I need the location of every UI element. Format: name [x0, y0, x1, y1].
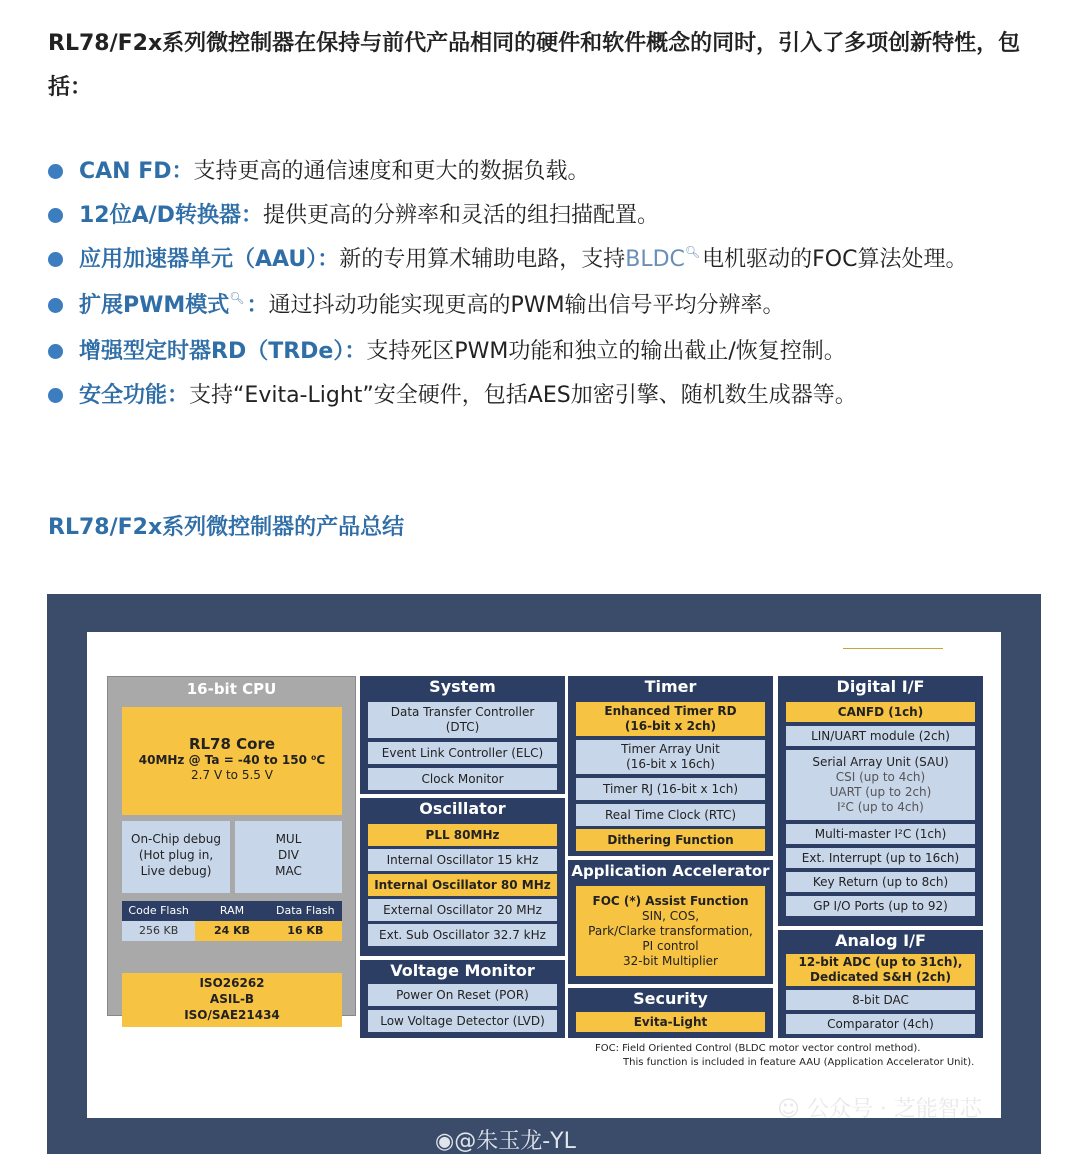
panel-title: Voltage Monitor	[390, 961, 535, 980]
foc-line: Park/Clarke transformation,	[588, 923, 753, 938]
footnote: FOC: Field Oriented Control (BLDC motor vector control method).	[595, 1043, 921, 1054]
debug-block	[122, 821, 230, 893]
panel-item: Low Voltage Detector (LVD)	[368, 1010, 557, 1032]
sau-line: CSI (up to 4ch)	[835, 770, 926, 784]
oscillator-panel	[360, 798, 565, 956]
table-header: Data Flash	[269, 901, 342, 921]
sau-title: Serial Array Unit (SAU)	[812, 755, 949, 769]
voltage-monitor-panel	[360, 960, 565, 1038]
foc-title: FOC (*) Assist Function	[592, 893, 749, 908]
weibo-watermark	[435, 1124, 576, 1155]
list-item	[48, 194, 1048, 238]
feature-text: 支持“Evita-Light”安全硬件，包括AES加密引擎、随机数生成器等。	[189, 383, 857, 408]
security-panel	[568, 988, 773, 1038]
panel-item: Comparator (4ch)	[786, 1014, 975, 1034]
table-header: RAM	[195, 901, 268, 921]
core-voltage: 2.7 V to 5.5 V	[191, 768, 273, 782]
panel-item: Data Transfer Controller (DTC)	[368, 702, 557, 738]
block-diagram	[87, 632, 1001, 1122]
feature-text: 提供更高的分辨率和灵活的组扫描配置。	[262, 203, 659, 228]
system-panel	[360, 676, 565, 794]
panel-item: Internal Oscillator 80 MHz	[368, 874, 557, 896]
panel-title: Security	[633, 989, 708, 1008]
foc-line: SIN, COS,	[641, 908, 700, 923]
foc-block	[576, 886, 765, 976]
analog-if-panel	[778, 930, 983, 1038]
panel-item: CANFD (1ch)	[786, 702, 975, 722]
panel-item: Clock Monitor	[368, 768, 557, 790]
panel-item: External Oscillator 20 MHz	[368, 899, 557, 921]
panel-item: Key Return (up to 8ch)	[786, 872, 975, 892]
feature-text: 新的专用算术辅助电路，支持	[339, 247, 626, 272]
bullet-dot-icon	[48, 298, 63, 313]
debug-line: On-Chip debug	[131, 832, 221, 846]
cpu-block	[107, 676, 356, 1022]
feature-list	[48, 150, 1048, 418]
bullet-dot-icon	[48, 208, 63, 223]
feature-term: 应用加速器单元（AAU）：	[79, 247, 340, 272]
debug-line: Live debug)	[140, 864, 212, 878]
panel-item: Ext. Sub Oscillator 32.7 kHz	[368, 924, 557, 946]
panel-item: Timer Array Unit (16-bit x 16ch)	[576, 740, 765, 774]
section-title: RL78/F2x系列微控制器的产品总结	[48, 515, 405, 540]
bullet-dot-icon	[48, 252, 63, 267]
safety-standards	[122, 973, 342, 1027]
bullet-dot-icon	[48, 388, 63, 403]
footnote: This function is included in feature AAU (Application Accelerator Unit).	[623, 1057, 975, 1068]
table-cell: 16 KB	[269, 921, 342, 941]
panel-item: Power On Reset (POR)	[368, 984, 557, 1006]
list-item	[48, 238, 1048, 284]
divider	[843, 648, 943, 649]
iso-line: ASIL-B	[209, 992, 255, 1006]
accelerator-panel	[568, 860, 773, 984]
list-item	[48, 330, 1048, 374]
feature-term: 12位A/D转换器：	[79, 203, 263, 228]
panel-item: Ext. Interrupt (up to 16ch)	[786, 848, 975, 868]
feature-text: 支持死区PWM功能和独立的输出截止/恢复控制。	[366, 339, 846, 364]
product-summary-figure	[47, 594, 1041, 1154]
panel-item: Real Time Clock (RTC)	[576, 804, 765, 826]
wechat-watermark	[777, 1092, 982, 1123]
watermark-text: 公众号 · 芝能智芯	[806, 1097, 982, 1122]
panel-item: Evita-Light	[576, 1012, 765, 1032]
feature-term: CAN FD：	[79, 159, 194, 184]
weibo-icon: ◉	[435, 1129, 455, 1154]
core-block	[122, 707, 342, 815]
table-cell: 256 KB	[122, 921, 195, 941]
watermark-text: @朱玉龙-YL	[454, 1129, 576, 1154]
wechat-icon: ☺	[777, 1097, 800, 1122]
foc-line: PI control	[642, 938, 699, 953]
panel-item: 8-bit DAC	[786, 990, 975, 1010]
panel-item: 12-bit ADC (up to 31ch), Dedicated S&H (2ch)	[786, 954, 975, 986]
feature-term: 增强型定时器RD（TRDe）：	[79, 339, 367, 364]
intro-paragraph: RL78/F2x系列微控制器在保持与前代产品相同的硬件和软件概念的同时，引入了多项创新特性，包括：	[48, 31, 1021, 100]
panel-item: Enhanced Timer RD (16-bit x 2ch)	[576, 702, 765, 736]
list-item	[48, 284, 1048, 330]
panel-item: Internal Oscillator 15 kHz	[368, 849, 557, 871]
foc-line: 32-bit Multiplier	[622, 953, 718, 968]
panel-title: Timer	[644, 677, 697, 696]
core-title: RL78 Core	[188, 735, 276, 753]
cpu-title: 16-bit CPU	[186, 680, 277, 698]
panel-title: System	[429, 677, 496, 696]
panel-title: Digital I/F	[836, 677, 925, 696]
panel-title: Analog I/F	[835, 931, 926, 950]
table-header: Code Flash	[122, 901, 195, 921]
sau-line: UART (up to 2ch)	[829, 785, 932, 799]
iso-line: ISO/SAE21434	[184, 1008, 280, 1022]
panel-item: Timer RJ (16-bit x 1ch)	[576, 778, 765, 800]
feature-term[interactable]: 扩展PWM模式	[79, 293, 230, 318]
mul-line: MAC	[275, 864, 302, 878]
feature-text: 支持更高的通信速度和更大的数据负载。	[193, 159, 590, 184]
feature-term: 安全功能：	[79, 383, 190, 408]
list-item	[48, 374, 1048, 418]
panel-item: Dithering Function	[576, 829, 765, 851]
panel-item: Multi-master I²C (1ch)	[786, 824, 975, 844]
timer-panel	[568, 676, 773, 856]
search-icon[interactable]: 🔍︎	[229, 291, 245, 305]
debug-line: (Hot plug in,	[138, 848, 214, 862]
feature-text: 电机驱动的FOC算法处理。	[702, 247, 968, 272]
iso-line: ISO26262	[199, 976, 265, 990]
search-icon[interactable]: 🔍︎	[684, 245, 701, 259]
table-cell: 24 KB	[195, 921, 268, 941]
panel-item: GP I/O Ports (up to 92)	[786, 896, 975, 916]
panel-title: Oscillator	[419, 799, 506, 818]
memory-table	[122, 901, 342, 941]
list-item	[48, 150, 1048, 194]
feature-text: 通过抖动功能实现更高的PWM输出信号平均分辨率。	[268, 293, 785, 318]
bldc-link[interactable]: BLDC	[625, 247, 685, 272]
sau-block	[786, 750, 975, 820]
bullet-dot-icon	[48, 164, 63, 179]
sau-line: I²C (up to 4ch)	[837, 800, 924, 814]
panel-title: Application Accelerator	[571, 862, 770, 880]
mul-line: MUL	[275, 832, 302, 846]
mul-line: DIV	[278, 848, 299, 862]
mul-block	[235, 821, 342, 893]
feature-term-suffix: ：	[246, 293, 269, 318]
core-spec: 40MHz @ Ta = -40 to 150 ⁰C	[138, 753, 326, 767]
bullet-dot-icon	[48, 344, 63, 359]
panel-item: Event Link Controller (ELC)	[368, 742, 557, 764]
panel-item: LIN/UART module (2ch)	[786, 726, 975, 746]
digital-if-panel	[778, 676, 983, 926]
panel-item: PLL 80MHz	[368, 824, 557, 846]
